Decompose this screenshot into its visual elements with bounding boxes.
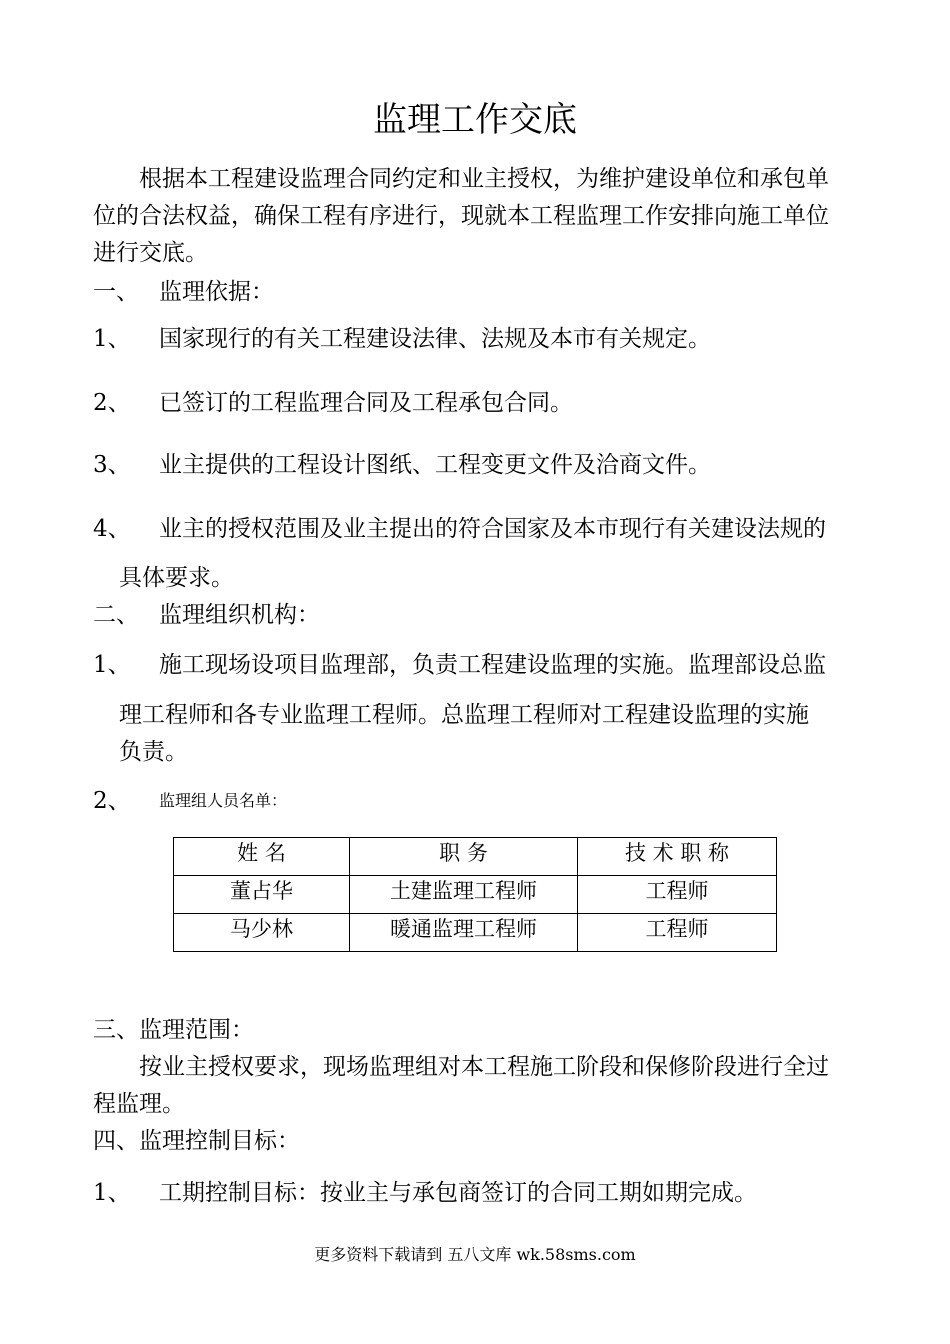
- table-row: [174, 914, 777, 952]
- table-cell: 董占华: [174, 876, 350, 914]
- section1-item-number: 2、: [93, 390, 131, 416]
- section1-item-text: 业主的授权范围及业主提出的符合国家及本市现行有关建设法规的: [159, 516, 826, 542]
- section2-item-line-2: 理工程师和各专业监理工程师。总监理工程师对工程建设监理的实施: [119, 702, 809, 728]
- section1-item-text: 业主提供的工程设计图纸、工程变更文件及洽商文件。: [159, 452, 711, 478]
- section2-heading-number: 二、: [93, 602, 139, 628]
- table-header-cell: 职 务: [350, 838, 578, 876]
- intro-line-1: 根据本工程建设监理合同约定和业主授权，为维护建设单位和承包单: [139, 166, 829, 192]
- section3-line-2: 程监理。: [93, 1091, 185, 1117]
- section2-item-line-3: 负责。: [119, 739, 188, 765]
- section1-item-number: 3、: [93, 452, 131, 478]
- section1-item-continuation: 具体要求。: [119, 565, 234, 591]
- section2-item-number: 2、: [93, 788, 131, 814]
- table-cell: 工程师: [578, 914, 777, 952]
- section3-line-1: 按业主授权要求，现场监理组对本工程施工阶段和保修阶段进行全过: [139, 1054, 829, 1080]
- table-cell: 工程师: [578, 876, 777, 914]
- table-cell: 马少林: [174, 914, 350, 952]
- section3-heading: 三、监理范围：: [93, 1017, 254, 1043]
- section4-item-text: 工期控制目标：按业主与承包商签订的合同工期如期完成。: [159, 1180, 757, 1206]
- section2-item-number: 1、: [93, 652, 131, 678]
- page-title: 监理工作交底: [373, 100, 577, 140]
- intro-line-3: 进行交底。: [93, 240, 208, 266]
- section4-heading: 四、监理控制目标：: [93, 1128, 300, 1154]
- section1-heading: 监理依据：: [159, 279, 274, 305]
- table-row: [174, 876, 777, 914]
- section2-item-line-1: 施工现场设项目监理部，负责工程建设监理的实施。监理部设总监: [159, 652, 826, 678]
- table-cell: 暖通监理工程师: [350, 914, 578, 952]
- footer-note: 更多资料下载请到 五八文库 wk.58sms.com: [314, 1245, 636, 1264]
- section4-item-number: 1、: [93, 1180, 131, 1206]
- intro-line-2: 位的合法权益，确保工程有序进行，现就本工程监理工作安排向施工单位: [93, 203, 829, 229]
- table-header-cell: 姓 名: [174, 838, 350, 876]
- section1-item-text: 国家现行的有关工程建设法律、法规及本市有关规定。: [159, 326, 711, 352]
- section1-item-text: 已签订的工程监理合同及工程承包合同。: [159, 390, 573, 416]
- staff-list-label: 监理组人员名单：: [159, 791, 288, 810]
- table-header-row: [174, 838, 777, 876]
- section1-heading-number: 一、: [93, 279, 139, 305]
- table-header-cell: 技 术 职 称: [578, 838, 777, 876]
- section1-item-number: 1、: [93, 326, 131, 352]
- staff-table: [173, 837, 777, 952]
- section2-heading: 监理组织机构：: [159, 602, 320, 628]
- table-cell: 土建监理工程师: [350, 876, 578, 914]
- section1-item-number: 4、: [93, 516, 131, 542]
